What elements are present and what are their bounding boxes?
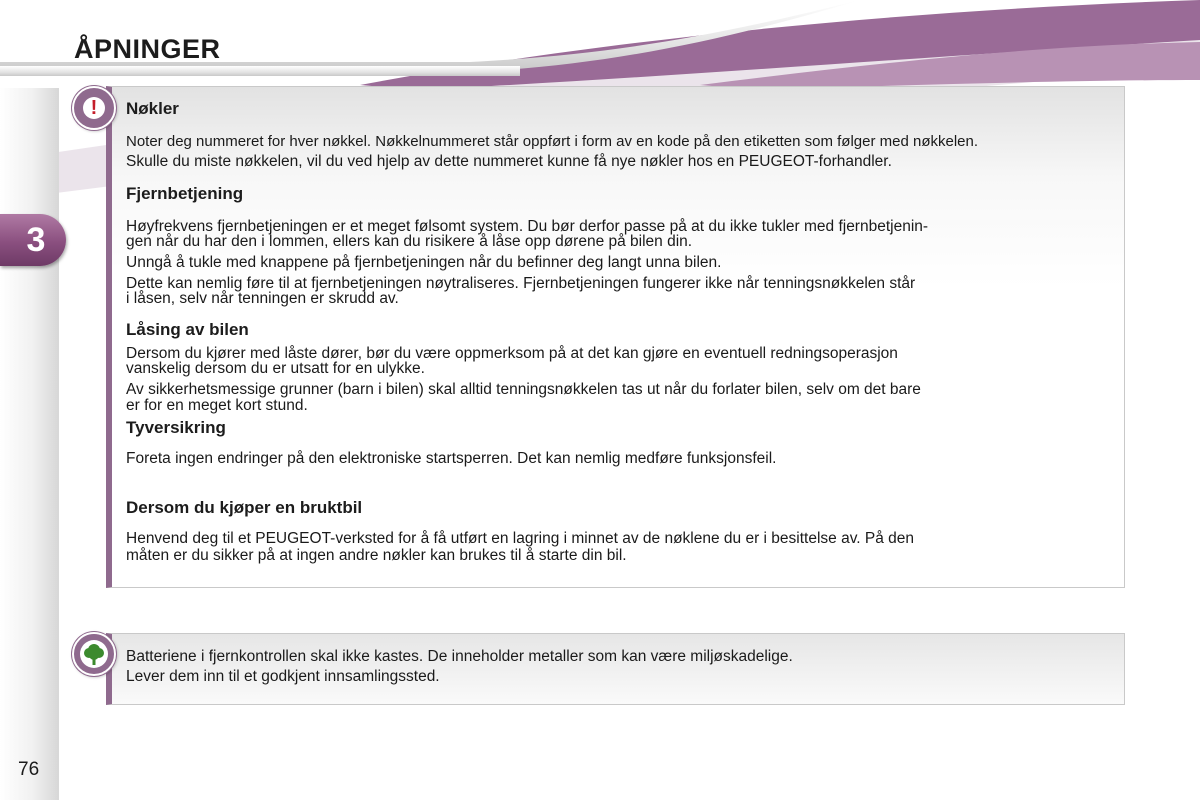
locking-line-3: Av sikkerhetsmessige grunner (barn i bilen) skal alltid tenningsnøkkelen tas ut når du forlater bilen, selv om det bare <box>126 381 921 398</box>
locking-line-1: Dersom du kjører med låste dører, bør du være oppmerksom på at det kan gjøre en eventuell redningsoperasjon <box>126 345 898 362</box>
used-car-line-1: Henvend deg til et PEUGEOT-verksted for å få utført en lagring i minnet av de nøklene du er i besittelse av. På den <box>126 530 915 547</box>
remote-line-3: Unngå å tukle med knappene på fjernbetjeningen når du befinner deg langt unna bilen. <box>126 254 722 271</box>
locking-line-2: vanskelig dersom du er utsatt for en ulykke. <box>126 360 425 377</box>
warning-badge <box>72 86 116 130</box>
section-heading-locking: Låsing av bilen <box>126 320 249 339</box>
remote-line-1: Høyfrekvens fjernbetjeningen er et meget følsomt system. Du bør derfor passe på at du ikke tukler med fjernbetjenin- <box>126 218 929 235</box>
keys-line-2: Skulle du miste nøkkelen, vil du ved hjelp av dette nummeret kunne få nye nøkler hos en PEUGEOT-forhandler. <box>126 153 892 170</box>
remote-line-5: i låsen, selv når tenningen er skrudd av. <box>126 290 399 307</box>
eco-badge <box>72 632 116 676</box>
eco-line-1: Batteriene i fjernkontrollen skal ikke kastes. De inneholder metaller som kan være miljøskadelige. <box>126 648 793 665</box>
chapter-number: 3 <box>26 220 46 259</box>
side-bar <box>0 88 59 800</box>
page-number: 76 <box>18 759 40 780</box>
chapter-tab[interactable] <box>0 214 66 266</box>
locking-line-4: er for en meget kort stund. <box>126 397 308 414</box>
remote-line-2: gen når du har den i lommen, ellers kan du risikere å låse opp dørene på bilen din. <box>126 233 693 250</box>
exclamation-icon: ! <box>83 97 105 119</box>
immobiliser-line-1: Foreta ingen endringer på den elektroniske startsperren. Det kan nemlig medføre funksjonsfeil. <box>126 450 777 467</box>
section-heading-immobiliser: Tyversikring <box>126 418 226 437</box>
section-heading-remote: Fjernbetjening <box>126 184 244 203</box>
used-car-line-2: måten er du sikker på at ingen andre nøkler kan brukes til å starte din bil. <box>126 547 627 564</box>
page-title: ÅPNINGER <box>74 34 221 64</box>
tree-icon <box>80 640 108 668</box>
section-heading-keys: Nøkler <box>126 99 179 118</box>
eco-line-2: Lever dem inn til et godkjent innsamlingssted. <box>126 668 440 685</box>
remote-line-4: Dette kan nemlig føre til at fjernbetjeningen nøytraliseres. Fjernbetjeningen fungerer ikke når tenningsnøkkelen står <box>126 275 916 292</box>
keys-line-1: Noter deg nummeret for hver nøkkel. Nøkkelnummeret står oppført i form av en kode på den etiketten som følger med nøkkelen. <box>126 133 979 150</box>
section-heading-used-car: Dersom du kjøper en bruktbil <box>126 498 363 517</box>
